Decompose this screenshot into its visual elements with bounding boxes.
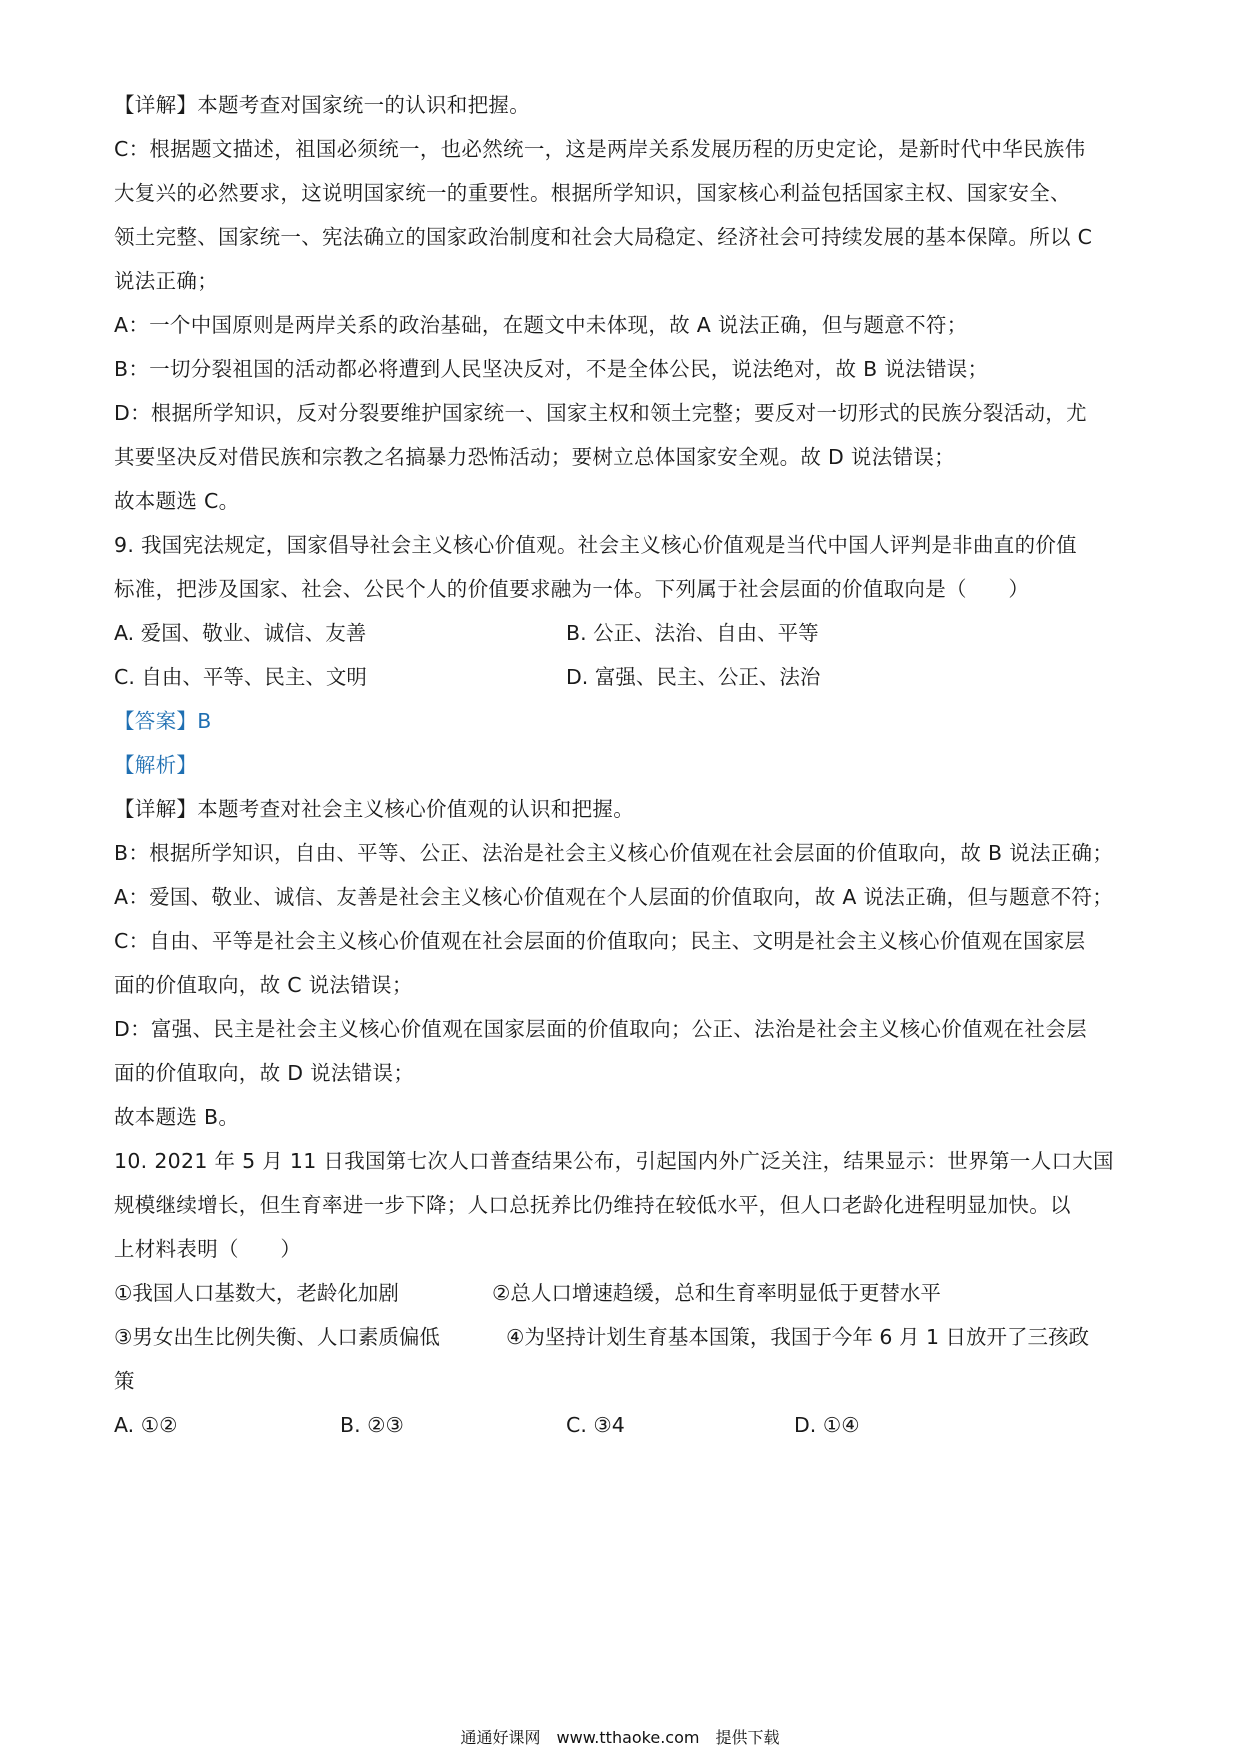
conclusion: 故本题选 C。 [114,489,240,513]
question-10-stem-line1: 10. 2021 年 5 月 11 日我国第七次人口普查结果公布，引起国内外广泛关注，结果显示：世界第一人口大国 [114,1149,1114,1173]
question-10-item-2: ②总人口增速趋缓，总和生育率明显低于更替水平 [492,1281,941,1305]
question-10-stem-line3: 上材料表明（ ） [114,1237,302,1261]
question-10-item-1: ①我国人口基数大，老龄化加剧 [114,1281,399,1305]
answer-label: 【答案】B [114,709,212,733]
question-10-item-4-line1: ④为坚持计划生育基本国策，我国于今年 6 月 1 日放开了三孩政 [506,1325,1090,1349]
explanation-d-line2: 面的价值取向，故 D 说法错误； [114,1061,415,1085]
question-9-option-b: B. 公正、法治、自由、平等 [566,621,819,645]
explanation-b: B：根据所学知识，自由、平等、公正、法治是社会主义核心价值观在社会层面的价值取向，故 B 说法正确； [114,841,1114,865]
question-10-option-c: C. ③4 [566,1413,625,1437]
explanation-a: A：爱国、敬业、诚信、友善是社会主义核心价值观在个人层面的价值取向，故 A 说法正确，但与题意不符； [114,885,1114,909]
question-9-option-a: A. 爱国、敬业、诚信、友善 [114,621,367,645]
explanation-c-line1: C：自由、平等是社会主义核心价值观在社会层面的价值取向；民主、文明是社会主义核心价值观在国家层 [114,929,1086,953]
explanation-d-line2: 其要坚决反对借民族和宗教之名搞暴力恐怖活动；要树立总体国家安全观。故 D 说法错误； [114,445,955,469]
explanation-d-line1: D：富强、民主是社会主义核心价值观在国家层面的价值取向；公正、法治是社会主义核心价值观在社会层 [114,1017,1087,1041]
explanation-c-line3: 领土完整、国家统一、宪法确立的国家政治制度和社会大局稳定、经济社会可持续发展的基本保障。所以 C [114,225,1093,249]
question-10-option-b: B. ②③ [340,1413,404,1437]
question-9-option-d: D. 富强、民主、公正、法治 [566,665,821,689]
conclusion: 故本题选 B。 [114,1105,240,1129]
question-10-option-a: A. ①② [114,1413,178,1437]
page-footer: 通通好课网 www.tthaoke.com 提供下载 [460,1728,780,1747]
explanation-c-line2: 大复兴的必然要求，这说明国家统一的重要性。根据所学知识，国家核心利益包括国家主权、国家安全、 [114,181,1071,205]
question-10-option-d: D. ①④ [794,1413,860,1437]
detail-heading: 【详解】本题考查对社会主义核心价值观的认识和把握。 [114,797,634,821]
explanation-d-line1: D：根据所学知识，反对分裂要维护国家统一、国家主权和领土完整；要反对一切形式的民族分裂活动，尤 [114,401,1087,425]
question-9-stem-line2: 标准，把涉及国家、社会、公民个人的价值要求融为一体。下列属于社会层面的价值取向是（ ） [114,577,1030,601]
question-10-item-3: ③男女出生比例失衡、人口素质偏低 [114,1325,440,1349]
explanation-b: B：一切分裂祖国的活动都必将遭到人民坚决反对，不是全体公民，说法绝对，故 B 说法错误； [114,357,989,381]
question-10-item-4-line2: 策 [114,1369,135,1393]
question-10-stem-line2: 规模继续增长，但生育率进一步下降；人口总抚养比仍维持在较低水平，但人口老龄化进程明显加快。以 [114,1193,1071,1217]
explanation-a: A：一个中国原则是两岸关系的政治基础，在题文中未体现，故 A 说法正确，但与题意不符； [114,313,968,337]
question-9-option-c: C. 自由、平等、民主、文明 [114,665,367,689]
explanation-c-line1: C：根据题文描述，祖国必须统一，也必然统一，这是两岸关系发展历程的历史定论，是新时代中华民族伟 [114,137,1086,161]
explanation-c-line4: 说法正确； [114,269,218,293]
explanation-c-line2: 面的价值取向，故 C 说法错误； [114,973,413,997]
question-9-stem-line1: 9. 我国宪法规定，国家倡导社会主义核心价值观。社会主义核心价值观是当代中国人评判是非曲直的价值 [114,533,1077,557]
detail-heading: 【详解】本题考查对国家统一的认识和把握。 [114,93,530,117]
analysis-label: 【解析】 [114,753,198,777]
